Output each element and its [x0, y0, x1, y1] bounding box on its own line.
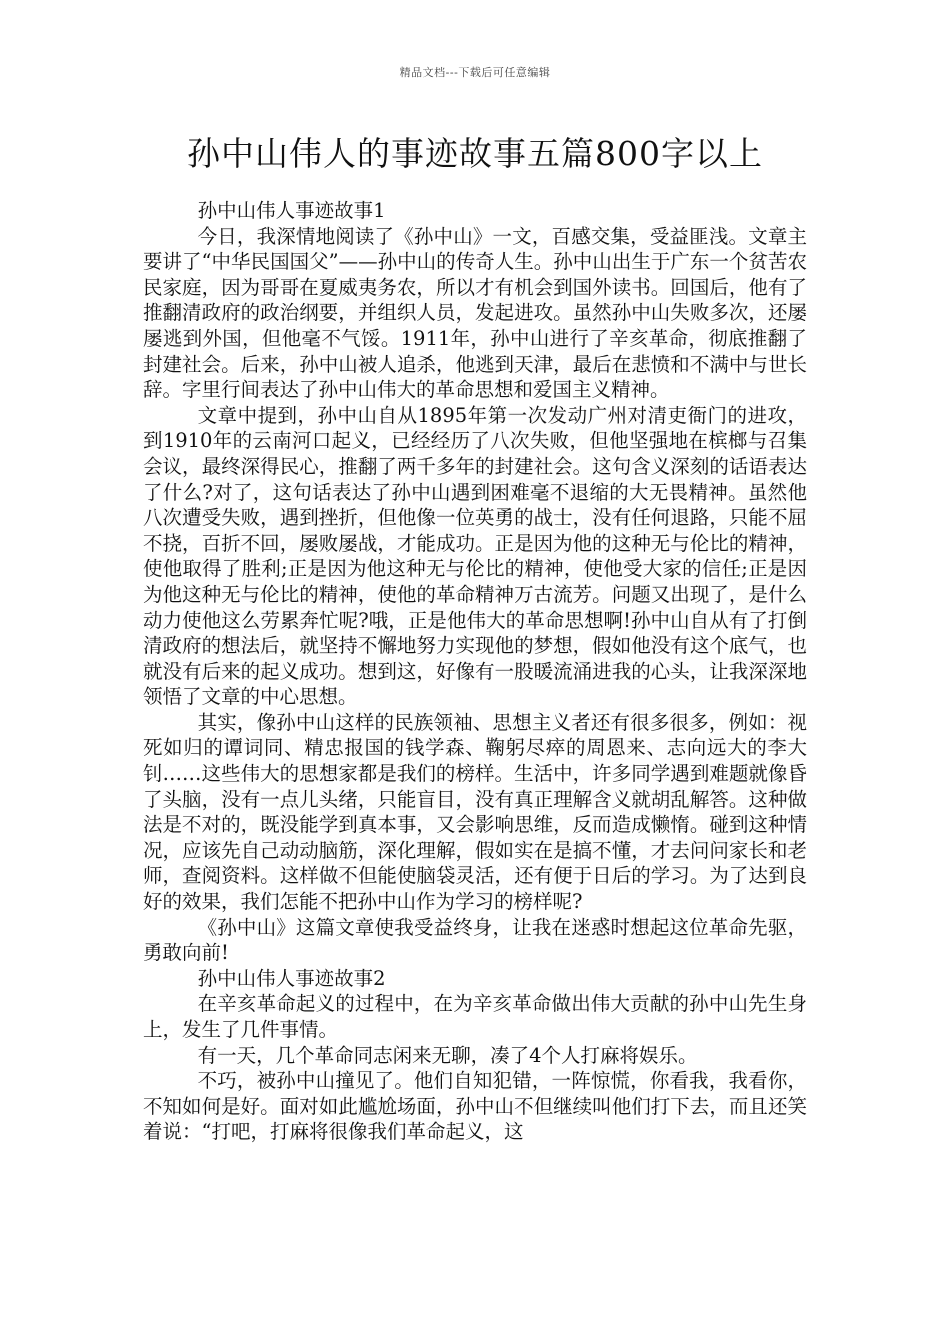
paragraph: 《孙中山》这篇文章使我受益终身，让我在迷惑时想起这位革命先驱，勇敢向前!	[143, 915, 807, 965]
section-heading: 孙中山伟人事迹故事2	[197, 966, 386, 990]
paragraph: 不巧，被孙中山撞见了。他们自知犯错，一阵惊慌，你看我，我看你，不知如何是好。面对如此尴尬场面，孙中山不但继续叫他们打下去，而且还笑着说：“打吧，打麻将很像我们革命起义，这	[143, 1069, 807, 1144]
document-title: 孙中山伟人的事迹故事五篇800字以上	[187, 134, 763, 173]
paragraph: 文章中提到，孙中山自从1895年第一次发动广州对清吏衙门的进攻，到1910年的云南河口起义，已经经历了八次失败，但他坚强地在槟榔与召集会议，最终深得民心，推翻了两千多年的封建社会。这句含义深刻的话语表达了什么?对了，这句话表达了孙中山遇到困难毫不退缩的大无畏精神。虽然他八次遭受失败，遇到挫折，但他像一位英勇的战士，没有任何退路，只能不屈不挠，百折不回，屡败屡战，才能成功。正是因为他的这种无与伦比的精神，使他取得了胜利;正是因为他这种无与伦比的精神，使他受大家的信任;正是因为他这种无与伦比的精神，使他的革命精神万古流芳。问题又出现了，是什么动力使他这么劳累奔忙呢?哦，正是他伟大的革命思想啊!孙中山自从有了打倒清政府的想法后，就坚持不懈地努力实现他的梦想，假如他没有这个底气，也就没有后来的起义成功。想到这，好像有一股暖流涌进我的心头，让我深深地领悟了文章的中心思想。	[143, 403, 807, 709]
paragraph: 其实，像孙中山这样的民族领袖、思想主义者还有很多很多，例如：视死如归的谭词同、精忠报国的钱学森、鞠躬尽瘁的周恩来、志向远大的李大钊……这些伟大的思想家都是我们的榜样。生活中，许多同学遇到难题就像昏了头脑，没有一点儿头绪，只能盲目，没有真正理解含义就胡乱解答。这种做法是不对的，既没能学到真本事，又会影响思维，反而造成懒惰。碰到这种情况，应该先自己动动脑筋，深化理解，假如实在是搞不懂，才去问问家长和老师，查阅资料。这样做不但能使脑袋灵活，还有便于日后的学习。为了达到良好的效果，我们怎能不把孙中山作为学习的榜样呢?	[143, 710, 807, 914]
paragraph: 在辛亥革命起义的过程中，在为辛亥革命做出伟大贡献的孙中山先生身上，发生了几件事情。	[143, 992, 807, 1041]
section-heading: 孙中山伟人事迹故事1	[197, 199, 386, 222]
page-header: 精品文档---下载后可任意编辑	[399, 66, 551, 79]
document-body	[143, 198, 807, 1145]
paragraph: 今日，我深情地阅读了《孙中山》一文，百感交集，受益匪浅。文章主要讲了“中华民国国父”——孙中山的传奇人生。孙中山出生于广东一个贫苦农民家庭，因为哥哥在夏威夷务农，所以才有机会到国外读书。回国后，他有了推翻清政府的政治纲要，并组织人员，发起进攻。虽然孙中山失败多次，还屡屡逃到外国，但他毫不气馁。1911年，孙中山进行了辛亥革命，彻底推翻了封建社会。后来，孙中山被人追杀，他逃到天津，最后在悲愤和不满中与世长辞。字里行间表达了孙中山伟大的革命思想和爱国主义精神。	[143, 224, 807, 402]
paragraph: 有一天，几个革命同志闲来无聊，凑了4个人打麻将娱乐。	[197, 1043, 698, 1067]
